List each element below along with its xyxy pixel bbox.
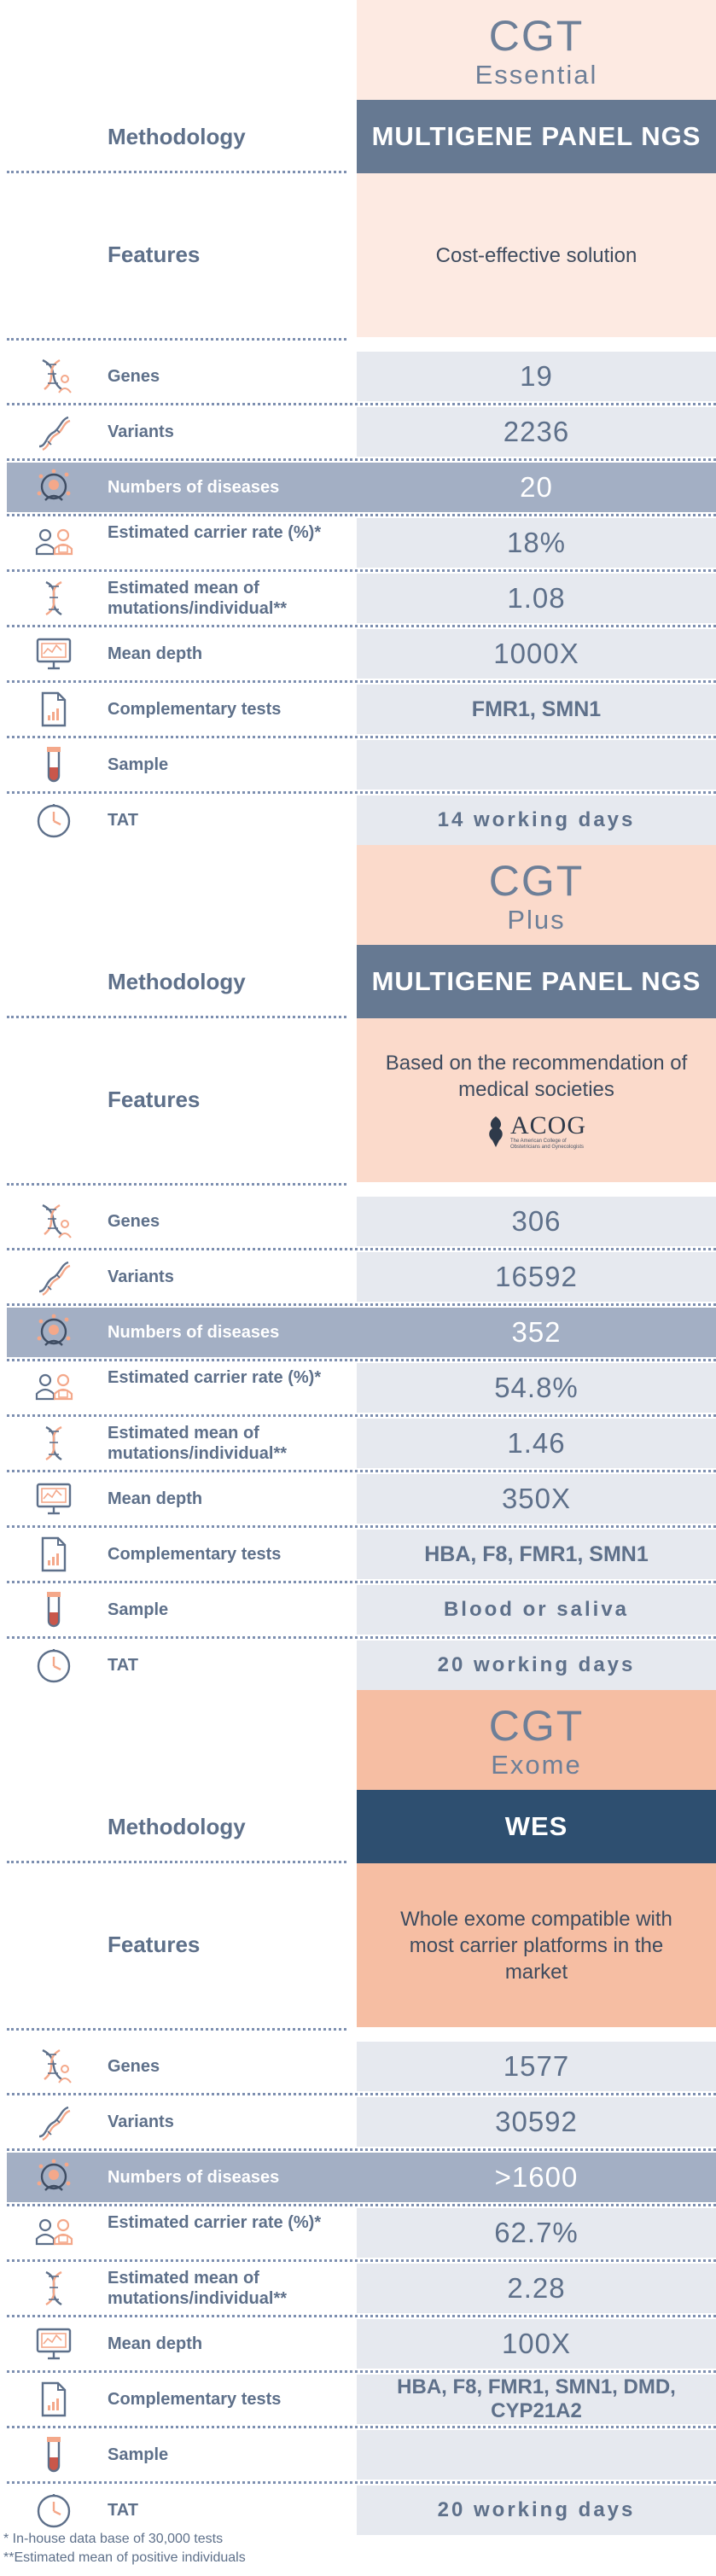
- divider: [7, 1636, 716, 1639]
- row-value: 19: [520, 360, 553, 392]
- table-row: [0, 2319, 716, 2375]
- row-value: 14 working days: [437, 808, 636, 831]
- acog-logo: [486, 1113, 586, 1151]
- dna-strand-icon: [34, 412, 73, 452]
- clock-icon: [34, 2491, 73, 2530]
- row-label: Complementary tests: [108, 700, 282, 719]
- row-label: Variants: [108, 1268, 174, 1286]
- row-label: Sample: [108, 755, 169, 774]
- table-row: [0, 2375, 716, 2430]
- features-box: [357, 173, 716, 337]
- acog-emblem-icon: [486, 1115, 505, 1149]
- row-value: 20 working days: [437, 2498, 636, 2521]
- divider: [7, 1303, 716, 1306]
- divider: [7, 1470, 716, 1472]
- table-row: [0, 629, 716, 685]
- divider: [7, 625, 716, 627]
- row-value: [357, 740, 716, 790]
- table-row: [0, 407, 716, 463]
- row-label: Genes: [108, 367, 160, 386]
- row-value: HBA, F8, FMR1, SMN1: [424, 1542, 649, 1566]
- table-row: [0, 1641, 716, 1696]
- monitor-icon: [34, 1479, 73, 1518]
- row-value: FMR1, SMN1: [471, 697, 602, 721]
- panel-title: CGT: [488, 857, 585, 905]
- features-box: [357, 1863, 716, 2027]
- panel-subtitle: Essential: [474, 60, 598, 90]
- panel-title: CGT: [488, 12, 585, 60]
- methodology-value: MULTIGENE PANEL NGS: [357, 945, 716, 1018]
- table-row: [0, 2264, 716, 2319]
- panel-title: CGT: [488, 1702, 585, 1750]
- divider: [7, 736, 716, 738]
- footnote-1: * In-house data base of 30,000 tests: [3, 2532, 224, 2546]
- row-label: Estimated mean of mutations/individual**: [108, 2269, 288, 2308]
- row-value: 20 working days: [437, 1653, 636, 1676]
- dna-person-icon: [34, 2047, 73, 2086]
- divider: [7, 569, 716, 572]
- table-row: [0, 518, 716, 574]
- carrier-couple-icon: [34, 1368, 73, 1407]
- table-row: [0, 1197, 716, 1252]
- methodology-label: Methodology: [108, 1814, 246, 1839]
- disease-head-icon: [34, 468, 73, 507]
- table-row: [0, 685, 716, 740]
- row-label: Estimated carrier rate (%)*: [108, 1368, 322, 1387]
- row-label: Mean depth: [108, 644, 203, 663]
- features-text: Cost-effective solution: [435, 243, 637, 267]
- disease-head-icon: [34, 2158, 73, 2197]
- monitor-icon: [34, 634, 73, 673]
- divider: [7, 1183, 346, 1186]
- row-label: Estimated carrier rate (%)*: [108, 523, 322, 542]
- divider: [7, 1016, 346, 1018]
- divider: [7, 1248, 716, 1250]
- dna-helix-icon: [34, 579, 73, 618]
- dna-person-icon: [34, 357, 73, 396]
- divider: [7, 1525, 716, 1528]
- row-label: Variants: [108, 423, 174, 441]
- table-row: [0, 1252, 716, 1308]
- row-value: 2236: [503, 416, 570, 447]
- dna-helix-icon: [34, 1424, 73, 1463]
- row-label: Complementary tests: [108, 1545, 282, 1564]
- row-label: Mean depth: [108, 2334, 203, 2353]
- features-text: Based on the recommendation of medical societies: [385, 1052, 688, 1101]
- panel-essential: [0, 0, 716, 845]
- table-row: [0, 740, 716, 796]
- methodology-label: Methodology: [108, 124, 246, 149]
- table-row: [0, 2042, 716, 2097]
- dna-person-icon: [34, 1202, 73, 1241]
- row-label: Genes: [108, 1212, 160, 1231]
- row-label: Complementary tests: [108, 2390, 282, 2409]
- divider: [7, 2370, 716, 2373]
- table-row: [0, 463, 716, 518]
- clock-icon: [34, 1646, 73, 1685]
- methodology-label: Methodology: [108, 969, 246, 994]
- row-label: TAT: [108, 811, 138, 830]
- features-label: Features: [108, 1087, 201, 1112]
- divider: [7, 171, 346, 173]
- row-value: >1600: [494, 2161, 579, 2193]
- row-label: TAT: [108, 1656, 138, 1675]
- row-label: TAT: [108, 2501, 138, 2520]
- row-label: Sample: [108, 1600, 169, 1619]
- table-row: [0, 574, 716, 629]
- dna-strand-icon: [34, 1257, 73, 1297]
- table-row: [0, 352, 716, 407]
- row-label: Mean depth: [108, 1489, 203, 1508]
- divider: [7, 1581, 716, 1583]
- row-label: Sample: [108, 2445, 169, 2464]
- table-row: [0, 1419, 716, 1474]
- divider: [7, 1359, 716, 1361]
- disease-head-icon: [34, 1313, 73, 1352]
- features-text: Whole exome compatible with most carrier platforms in the market: [400, 1907, 672, 1984]
- row-value: 18%: [506, 527, 567, 558]
- table-row: [0, 1363, 716, 1419]
- row-value: 54.8%: [494, 1372, 579, 1403]
- row-value: 1.46: [507, 1427, 566, 1459]
- row-value: 16592: [495, 1261, 578, 1292]
- divider: [7, 514, 716, 516]
- carrier-couple-icon: [34, 2213, 73, 2253]
- methodology-value: WES: [357, 1790, 716, 1863]
- row-value: 350X: [501, 1483, 572, 1514]
- row-label: Numbers of diseases: [108, 2168, 280, 2187]
- table-row: [0, 2097, 716, 2153]
- panel-exome: [0, 1690, 716, 2535]
- divider: [7, 338, 346, 341]
- table-row: [0, 1474, 716, 1530]
- document-chart-icon: [34, 1535, 73, 1574]
- table-row: [0, 1530, 716, 1585]
- divider: [7, 2426, 716, 2428]
- test-tube-icon: [34, 1590, 73, 1629]
- row-value: 352: [511, 1316, 562, 1348]
- dna-strand-icon: [34, 2102, 73, 2142]
- row-value: 1000X: [493, 638, 579, 669]
- row-label: Variants: [108, 2113, 174, 2131]
- divider: [7, 403, 716, 405]
- divider: [7, 791, 716, 794]
- clock-icon: [34, 801, 73, 840]
- row-value: 1.08: [507, 582, 566, 614]
- dna-helix-icon: [34, 2269, 73, 2308]
- acog-subtitle-2: Obstetricians and Gynecologists: [509, 1145, 585, 1150]
- row-label: Estimated mean of mutations/individual**: [108, 579, 288, 618]
- features-label: Features: [108, 1932, 201, 1957]
- footnote-2: **Estimated mean of positive individuals: [3, 2550, 246, 2565]
- row-value: 30592: [495, 2106, 578, 2137]
- acog-name: ACOG: [509, 1111, 586, 1139]
- divider: [7, 2315, 716, 2317]
- divider: [7, 2028, 346, 2031]
- divider: [7, 680, 716, 683]
- document-chart-icon: [34, 690, 73, 729]
- row-label: Numbers of diseases: [108, 1323, 280, 1342]
- divider: [7, 2481, 716, 2484]
- table-row: [0, 2208, 716, 2264]
- row-value: 2.28: [507, 2272, 566, 2304]
- divider: [7, 1861, 346, 1863]
- monitor-icon: [34, 2324, 73, 2363]
- row-value: [357, 2430, 716, 2480]
- divider: [7, 2204, 716, 2206]
- carrier-couple-icon: [34, 523, 73, 562]
- divider: [7, 1414, 716, 1417]
- row-value: Blood or saliva: [443, 1598, 630, 1621]
- features-box: [357, 1018, 716, 1182]
- divider: [7, 2148, 716, 2151]
- features-label: Features: [108, 242, 201, 267]
- panel-subtitle: Plus: [507, 905, 566, 935]
- row-value: 1577: [503, 2050, 570, 2082]
- panel-header: [357, 0, 716, 100]
- test-tube-icon: [34, 745, 73, 784]
- divider: [7, 2093, 716, 2095]
- row-value: 20: [520, 471, 553, 503]
- divider: [7, 458, 716, 461]
- table-row: [0, 1585, 716, 1641]
- row-value: 62.7%: [494, 2217, 579, 2248]
- row-label: Genes: [108, 2057, 160, 2076]
- table-row: [0, 796, 716, 851]
- test-tube-icon: [34, 2435, 73, 2474]
- row-label: Estimated mean of mutations/individual**: [108, 1424, 288, 1463]
- table-row: [0, 1308, 716, 1363]
- divider: [7, 2259, 716, 2262]
- row-value: HBA, F8, FMR1, SMN1, DMD, CYP21A2: [397, 2375, 676, 2422]
- panel-subtitle: Exome: [491, 1750, 582, 1780]
- document-chart-icon: [34, 2380, 73, 2419]
- panel-header: [357, 1690, 716, 1790]
- row-label: Numbers of diseases: [108, 478, 280, 497]
- row-value: 100X: [501, 2328, 572, 2359]
- panel-header: [357, 845, 716, 945]
- table-row: [0, 2430, 716, 2486]
- row-label: Estimated carrier rate (%)*: [108, 2213, 322, 2232]
- row-value: 306: [511, 1205, 562, 1237]
- panel-plus: [0, 845, 716, 1690]
- methodology-value: MULTIGENE PANEL NGS: [357, 100, 716, 173]
- table-row: [0, 2153, 716, 2208]
- acog-subtitle-1: The American College of: [509, 1139, 567, 1144]
